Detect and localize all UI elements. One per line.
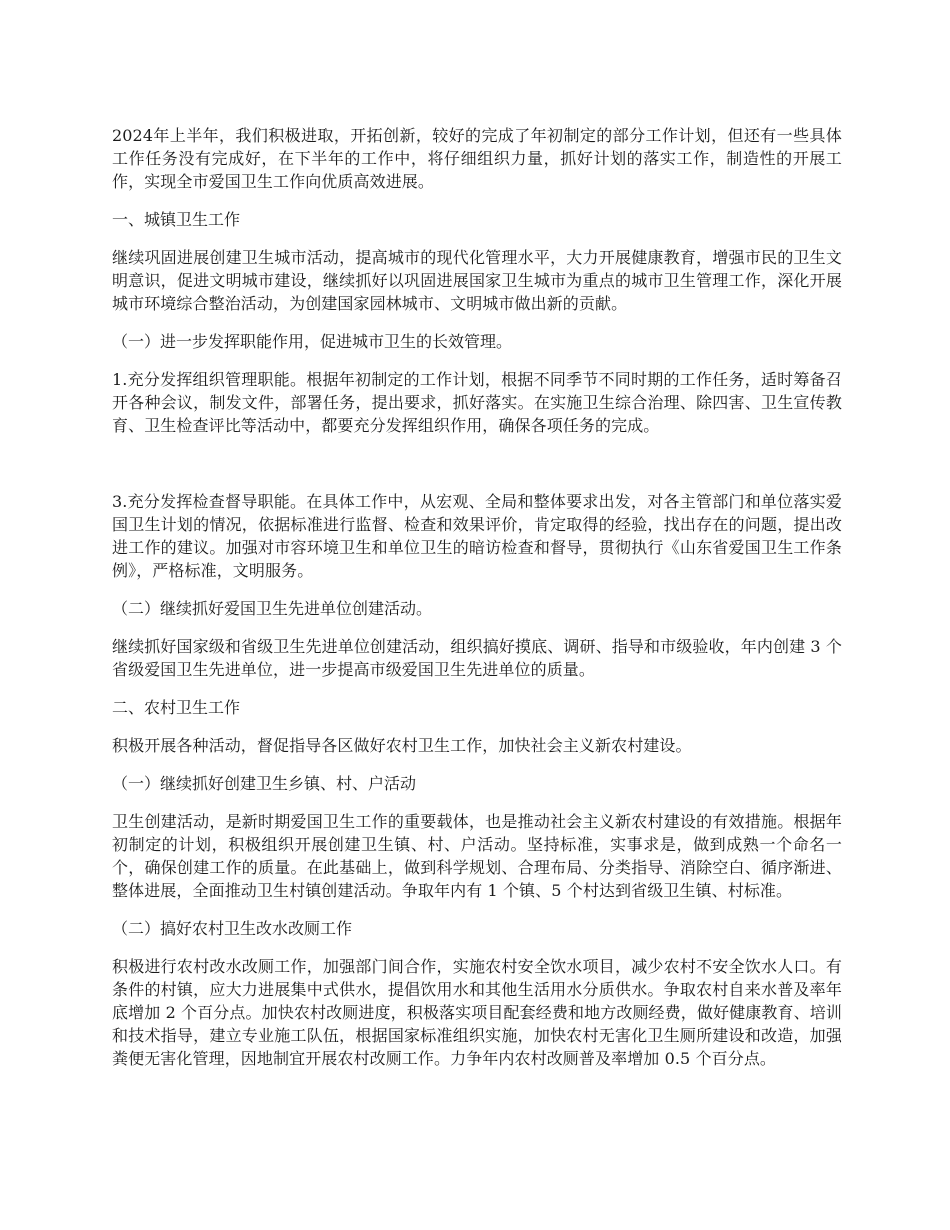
water-toilet-paragraph: 积极进行农村改水改厕工作，加强部门间合作，实施农村安全饮水项目，减少农村不安全饮水人口。有条件的村镇，应大力进展集中式供水，提倡饮用水和其他生活用水分质供水。争取农村自来水普及率年底增加 2 个百分点。加快农村改厕进度，积极落实项目配套经费和地方改厕经费，做好健康教育、培训和技术指导，建立专业施工队伍，根据国家标准组织实施，加快农村无害化卫生厕所建设和改造，加强粪便无害化管理，因地制宜开展农村改厕工作。力争年内农村改厕普及率增加 0.5 个百分点。 — [112, 957, 842, 1068]
subsection-heading-long-term-management: （一）进一步发挥职能作用，促进城市卫生的长效管理。 — [112, 332, 513, 351]
rural-health-paragraph: 积极开展各种活动，督促指导各区做好农村卫生工作，加快社会主义新农村建设。 — [112, 736, 692, 755]
document-page — [112, 124, 842, 1085]
advanced-units-paragraph: 继续抓好国家级和省级卫生先进单位创建活动，组织搞好摸底、调研、指导和市级验收，年内创建 3 个省级爱国卫生先进单位，进一步提高市级爱国卫生先进单位的质量。 — [112, 637, 842, 679]
item-3-paragraph: 3.充分发挥检查督导职能。在具体工作中，从宏观、全局和整体要求出发，对各主管部门和单位落实爱国卫生计划的情况，依据标准进行监督、检查和效果评价，肯定取得的经验，找出存在的问题，提出改进工作的建议。加强对市容环境卫生和单位卫生的暗访检查和督导，贯彻执行《山东省爱国卫生工作条例》，严格标准，文明服务。 — [112, 492, 842, 580]
item-1-paragraph: 1.充分发挥组织管理职能。根据年初制定的工作计划，根据不同季节不同时期的工作任务，适时筹备召开各种会议，制发文件，部署任务，提出要求，抓好落实。在实施卫生综合治理、除四害、卫生宣传教育、卫生检查评比等活动中，都要充分发挥组织作用，确保各项任务的完成。 — [112, 370, 842, 435]
subsection-heading-advanced-units: （二）继续抓好爱国卫生先进单位创建活动。 — [112, 599, 433, 618]
section-heading-urban-health: 一、城镇卫生工作 — [112, 210, 241, 229]
blank-gap — [112, 452, 842, 490]
intro-paragraph: 2024年上半年，我们积极进取，开拓创新，较好的完成了年初制定的部分工作计划，但还有一些具体工作任务没有完成好，在下半年的工作中，将仔细组织力量，抓好计划的落实工作，制造性的开展工作，实现全市爱国卫生工作向优质高效进展。 — [112, 126, 842, 191]
sanitary-towns-paragraph: 卫生创建活动，是新时期爱国卫生工作的重要载体，也是推动社会主义新农村建设的有效措施。根据年初制定的计划，积极组织开展创建卫生镇、村、户活动。坚持标准，实事求是，做到成熟一个命名一个，确保创建工作的质量。在此基础上，做到科学规划、合理布局、分类指导、消除空白、循序渐进、整体进展，全面推动卫生村镇创建活动。争取年内有 1 个镇、5 个村达到省级卫生镇、村标准。 — [112, 812, 842, 900]
subsection-heading-water-toilet: （二）搞好农村卫生改水改厕工作 — [112, 919, 353, 938]
section-heading-rural-health: 二、农村卫生工作 — [112, 698, 241, 717]
subsection-heading-sanitary-towns: （一）继续抓好创建卫生乡镇、村、户活动 — [112, 774, 417, 793]
urban-health-paragraph: 继续巩固进展创建卫生城市活动，提高城市的现代化管理水平，大力开展健康教育，增强市民的卫生文明意识，促进文明城市建设，继续抓好以巩固进展国家卫生城市为重点的城市卫生管理工作，深化开展城市环境综合整治活动，为创建国家园林城市、文明城市做出新的贡献。 — [112, 248, 842, 313]
